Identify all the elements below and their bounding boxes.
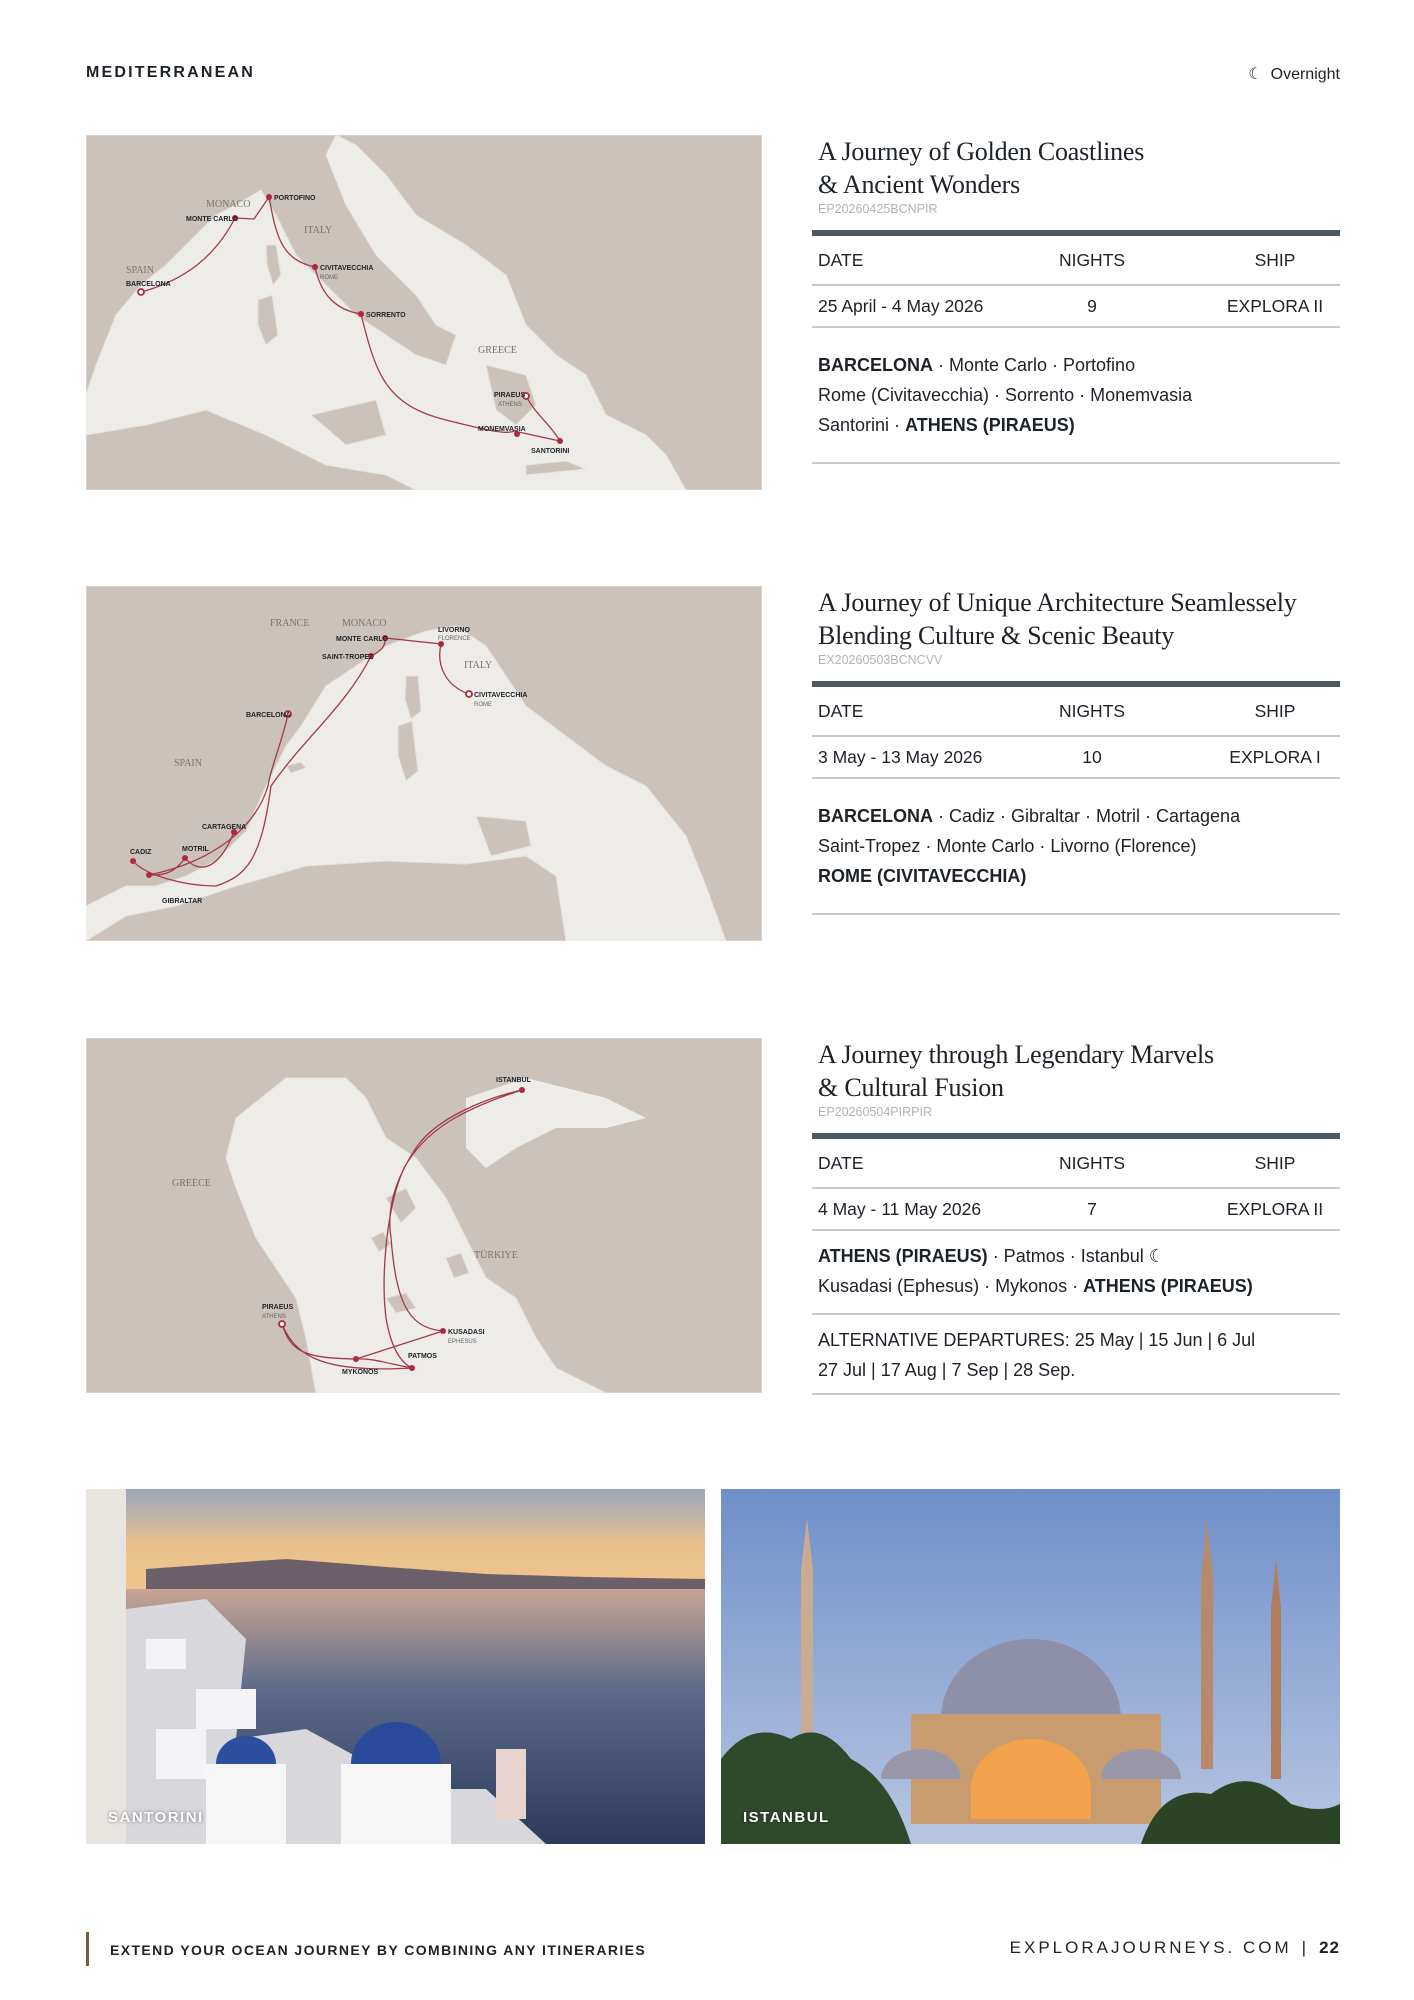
header-ship: SHIP xyxy=(1254,249,1296,270)
table-header-row xyxy=(812,1139,1340,1189)
route-map-2 xyxy=(86,586,762,941)
cruise-nights: 10 xyxy=(1082,746,1102,767)
header-date: DATE xyxy=(818,700,864,721)
footer-accent-bar xyxy=(86,1932,89,1966)
map-label: SPAIN xyxy=(174,758,202,769)
map-label: GREECE xyxy=(478,345,517,356)
itinerary-title xyxy=(812,586,1340,652)
map-label: ATHENS xyxy=(262,1314,286,1320)
overnight-legend xyxy=(1248,64,1340,84)
map-label: MONTE CARLO xyxy=(186,216,239,223)
cruise-nights: 9 xyxy=(1087,295,1097,316)
map-label: SPAIN xyxy=(126,265,154,276)
title-line: A Journey of Golden Coastlines xyxy=(818,137,1145,166)
itinerary-code: EX20260503BCNCVV xyxy=(818,653,943,667)
map-label: MONACO xyxy=(206,199,251,210)
route-map-3 xyxy=(86,1038,762,1393)
map-label: MONTE CARLO xyxy=(336,636,389,643)
itinerary-code: EP20260425BCNPIR xyxy=(818,202,938,216)
alternative-departures xyxy=(812,1315,1340,1395)
cruise-nights: 7 xyxy=(1087,1198,1097,1219)
map-label: BARCELONA xyxy=(126,281,171,288)
itinerary-title xyxy=(812,1038,1340,1104)
map-label: MOTRIL xyxy=(182,846,209,853)
map-label: FLORENCE xyxy=(438,636,471,642)
port-line xyxy=(818,1241,1334,1271)
page-number: 22 xyxy=(1319,1938,1340,1957)
map-label: ITALY xyxy=(464,660,493,671)
header-nights: NIGHTS xyxy=(1058,700,1126,721)
map-label: PATMOS xyxy=(408,1353,437,1360)
map-label: MONACO xyxy=(342,618,387,629)
port-embark-disembark: BARCELONA xyxy=(818,355,933,375)
map-label: ATHENS xyxy=(498,402,522,408)
port-name: · Cadiz · Gibraltar · Motril · Cartagena xyxy=(933,806,1241,826)
itinerary-card xyxy=(812,586,1340,915)
itinerary-card xyxy=(812,135,1340,464)
title-line: & Ancient Wonders xyxy=(818,170,1020,199)
title-line: A Journey through Legendary Marvels xyxy=(818,1040,1214,1069)
port-embark-disembark: ROME (CIVITAVECCHIA) xyxy=(818,866,1027,886)
table-row xyxy=(812,737,1340,779)
itinerary-card xyxy=(812,1038,1340,1395)
port-embark-disembark: ATHENS (PIRAEUS) xyxy=(1083,1276,1253,1296)
map-label: SAINT-TROPEZ xyxy=(322,654,374,661)
footer-separator: | xyxy=(1301,1938,1310,1957)
photo-santorini xyxy=(86,1489,705,1844)
map-label: KUSADASI xyxy=(448,1329,485,1336)
table-header-row xyxy=(812,687,1340,737)
table-header-row xyxy=(812,236,1340,286)
map-label: GREECE xyxy=(172,1178,211,1189)
website-link[interactable]: EXPLORAJOURNEYS. COM xyxy=(1009,1938,1292,1957)
port-embark-disembark: ATHENS (PIRAEUS) xyxy=(818,1246,988,1266)
title-line: Blending Culture & Scenic Beauty xyxy=(818,621,1175,650)
cruise-date: 3 May - 13 May 2026 xyxy=(818,746,983,767)
port-line xyxy=(818,380,1334,410)
map-label: ISTANBUL xyxy=(496,1077,531,1084)
port-line xyxy=(818,801,1334,831)
itinerary-title xyxy=(812,135,1340,201)
map-label: PIRAEUS xyxy=(494,392,526,399)
title-line: & Cultural Fusion xyxy=(818,1073,1004,1102)
map-label: GIBRALTAR xyxy=(162,898,203,905)
map-label: TÜRKIYE xyxy=(474,1250,518,1261)
map-label: PORTOFINO xyxy=(274,195,316,202)
photo-caption-istanbul: ISTANBUL xyxy=(743,1809,830,1826)
itinerary-code: EP20260504PIRPIR xyxy=(818,1105,932,1119)
port-embark-disembark: BARCELONA xyxy=(818,806,933,826)
alternative-departures-line: ALTERNATIVE DEPARTURES: 25 May | 15 Jun | 6 Jul xyxy=(818,1330,1256,1350)
map-label: PIRAEUS xyxy=(262,1304,294,1311)
header-date: DATE xyxy=(818,1152,864,1173)
port-name: Kusadasi (Ephesus) · Mykonos · xyxy=(818,1276,1084,1296)
map-label: SORRENTO xyxy=(366,312,406,319)
map-label: CIVITAVECCHIA xyxy=(474,692,528,699)
port-name: Rome (Civitavecchia) · Sorrento · Monemvasia xyxy=(818,385,1193,405)
cruise-date: 25 April - 4 May 2026 xyxy=(818,295,984,316)
alternative-departures-line: 27 Jul | 17 Aug | 7 Sep | 28 Sep. xyxy=(818,1360,1076,1380)
footer-site xyxy=(1010,1938,1340,1958)
title-line: A Journey of Unique Architecture Seamlessely xyxy=(818,588,1297,617)
cruise-date: 4 May - 11 May 2026 xyxy=(818,1198,982,1219)
port-line xyxy=(818,861,1334,891)
map-label: ROME xyxy=(320,275,338,281)
ports-of-call xyxy=(812,779,1340,915)
port-name: Santorini · xyxy=(818,415,906,435)
map-label: MYKONOS xyxy=(342,1369,379,1376)
footer-tagline: EXTEND YOUR OCEAN JOURNEY BY COMBINING ANY ITINERARIES xyxy=(110,1942,647,1958)
cruise-ship: EXPLORA I xyxy=(1229,746,1321,767)
port-name: · Monte Carlo · Portofino xyxy=(933,355,1136,375)
ports-of-call xyxy=(812,1231,1340,1315)
header-nights: NIGHTS xyxy=(1058,249,1126,270)
photo-istanbul xyxy=(721,1489,1340,1844)
overnight-label: Overnight xyxy=(1270,66,1340,83)
port-name: · Patmos · Istanbul ☾ xyxy=(987,1246,1165,1266)
port-line xyxy=(818,410,1334,440)
map-label: MONEMVASIA xyxy=(478,426,526,433)
map-label: ROME xyxy=(474,702,492,708)
port-name: Saint-Tropez · Monte Carlo · Livorno (Florence) xyxy=(818,836,1197,856)
map-label: CARTAGENA xyxy=(202,824,247,831)
header-ship: SHIP xyxy=(1254,1152,1296,1173)
map-label: BARCELONA xyxy=(246,712,291,719)
table-row xyxy=(812,286,1340,328)
ports-of-call xyxy=(812,328,1340,464)
moon-icon: ☾ xyxy=(1248,66,1263,83)
map-label: CIVITAVECCHIA xyxy=(320,265,374,272)
map-label: SANTORINI xyxy=(531,448,570,455)
header-nights: NIGHTS xyxy=(1058,1152,1126,1173)
map-label: EPHESUS xyxy=(448,1339,477,1345)
photo-caption-santorini: SANTORINI xyxy=(108,1809,204,1826)
port-line xyxy=(818,350,1334,380)
port-line xyxy=(818,831,1334,861)
route-map-1 xyxy=(86,135,762,490)
map-label: FRANCE xyxy=(270,618,310,629)
map-label: LIVORNO xyxy=(438,627,470,634)
port-embark-disembark: ATHENS (PIRAEUS) xyxy=(905,415,1075,435)
cruise-ship: EXPLORA II xyxy=(1226,295,1324,316)
cruise-ship: EXPLORA II xyxy=(1226,1198,1324,1219)
table-row xyxy=(812,1189,1340,1231)
map-label: ITALY xyxy=(304,225,333,236)
section-title: MEDITERRANEAN xyxy=(86,64,256,81)
header-ship: SHIP xyxy=(1254,700,1296,721)
port-line xyxy=(818,1271,1334,1301)
header-date: DATE xyxy=(818,249,864,270)
map-label: CADIZ xyxy=(130,849,152,856)
